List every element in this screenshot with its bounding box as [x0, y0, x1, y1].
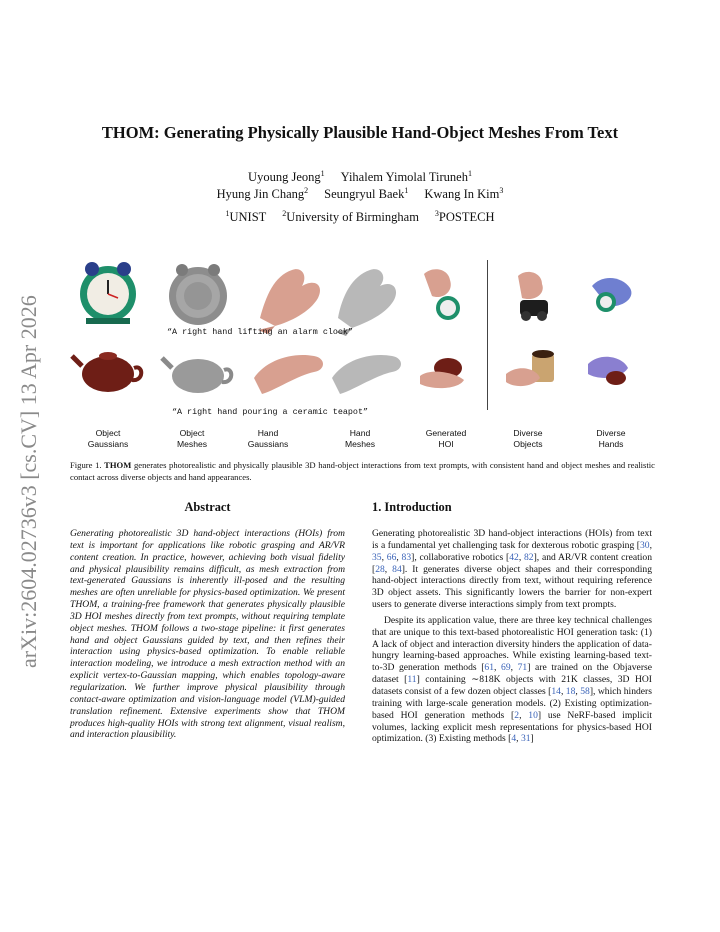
- hand-mesh-image-row2: [332, 355, 401, 394]
- figure-label-generated-hoi: Generated HOI: [425, 428, 467, 449]
- affiliation-number: 1: [225, 208, 230, 218]
- generated-hoi-image-row1: [424, 269, 460, 320]
- paper-title: THOM: Generating Physically Plausible Hand-Object Meshes From Text: [101, 123, 619, 142]
- affiliation-name: UNIST: [229, 210, 267, 224]
- authors-line-1: [0, 170, 720, 185]
- affiliation-name: POSTECH: [438, 210, 495, 224]
- citation-link[interactable]: 84: [392, 563, 402, 575]
- introduction-heading: 1. Introduction: [372, 500, 452, 514]
- affiliation-name: University of Birmingham: [286, 210, 419, 224]
- citation-link[interactable]: 31: [520, 733, 531, 745]
- author-name: Seungryul Baek: [324, 187, 405, 201]
- affiliations: [0, 210, 720, 225]
- introduction-paragraph-2: Despite its application value, there are three key technical challenges that are unique to this text-based photorealistic HOI generation task: (1) A lack of object and interaction diversity hinders the application of data-hungry learning-based approaches. While existing learning-based text-to-3D generation methods [61, 69, 71] are trained on the Objaverse dataset [11] containing ∼818K objects with 21K classes, 3D HOI datasets consist of a few dozen object classes [14, 18, 58], which hinders training with large-scale generation models. (2) Existing optimization-based HOI generation methods [2, 10] use NeRF-based implicit volumes, lacking explicit mesh representations for physics-based HOI optimization. (3) Existing methods [4, 31]: [372, 614, 653, 745]
- arxiv-side-stamp: [6, 258, 46, 678]
- introduction-paragraph-1: Generating photorealistic 3D hand-object interactions (HOIs) from text is a fundamental yet challenging task for dexterous robotic grasping [30, 35, 66, 83], collaborative robotics [42, 82], and AR/VR content creation [28, 84]. It generates diverse object shapes and their corresponding hand-object interactions directly from text, without requiring reference 3D object assets. This significantly lowers the barrier for non-expert users to generate diverse interactions simply from text prompts.: [372, 528, 653, 611]
- teapot-mesh-image: [162, 358, 231, 393]
- citation-link[interactable]: 61: [484, 662, 494, 674]
- diverse-objects-image-row2: [506, 350, 554, 386]
- citation-link[interactable]: 30: [640, 539, 650, 551]
- figure-label-hand-meshes: Hand Meshes: [344, 428, 376, 449]
- arxiv-identifier: arXiv:2604.02736v3 [cs.CV] 13 Apr 2026: [16, 295, 41, 668]
- alarm-clock-gaussians-image: [80, 262, 136, 324]
- citation-link[interactable]: 28: [375, 563, 385, 575]
- author-name: Hyung Jin Chang: [216, 187, 305, 201]
- figure-label-diverse-objects: Diverse Objects: [513, 428, 543, 449]
- author-affiliation-mark: 1: [404, 185, 409, 195]
- diverse-hands-image-row1: [592, 278, 631, 312]
- abstract-body: Generating photorealistic 3D hand-object interactions (HOIs) from text is important for applications like robotic grasping and AR/VR content creation. In practice, however, achieving both visual fidelity and physical plausibility remains difficult, as mesh extraction from text-generated Gaussians is inherently ill-posed and the resulting meshes are often unreliable for physics-based optimization. We present THOM, a training-free framework that generates physically plausible 3D HOI meshes directly from text prompts, without requiring template object meshes. THOM follows a two-stage pipeline: it first generates hand and object Gaussians guided by text, and then refines their interaction using physics-based optimization. To enable reliable interaction modeling, we introduce a mesh extraction method with an explicit vertex-to-Gaussian mapping, which enables topology-aware regularization. We further improve physical plausibility through contact-aware optimization and vision-language model (VLM)-guided translation refinement. Extensive experiments show that THOM produces high-quality HOIs with strong text alignment, visual realism, and interaction plausibility.: [70, 528, 345, 741]
- caption-prefix: Figure 1.: [70, 460, 105, 470]
- figure-prompt-row1: “A right hand lifting an alarm clock”: [167, 327, 353, 337]
- citation-link[interactable]: 35: [372, 551, 382, 563]
- citation-link[interactable]: 58: [580, 685, 590, 697]
- figure-label-object-gaussians: Object Gaussians: [87, 428, 129, 449]
- generated-hoi-image-row2: [420, 358, 464, 388]
- citation-link[interactable]: 10: [528, 709, 538, 721]
- hand-mesh-image-row1: [336, 269, 396, 336]
- introduction-body: [372, 528, 652, 745]
- diverse-hands-image-row2: [588, 357, 628, 385]
- hand-gaussians-image-row2: [254, 355, 323, 394]
- author-affiliation-mark: 1: [467, 168, 472, 178]
- author-affiliation-mark: 1: [320, 168, 325, 178]
- affiliation-number: 3: [434, 208, 439, 218]
- author-name: Kwang In Kim: [424, 187, 500, 201]
- figure-label-hand-gaussians: Hand Gaussians: [247, 428, 289, 449]
- author-affiliation-mark: 2: [304, 185, 309, 195]
- citation-link[interactable]: 14: [551, 685, 561, 697]
- figure-1-caption: [70, 460, 655, 483]
- citation-link[interactable]: 71: [517, 662, 528, 674]
- alarm-clock-mesh-image: [169, 264, 227, 325]
- diverse-objects-image-row1: [518, 272, 548, 321]
- citation-link[interactable]: 69: [501, 662, 511, 674]
- authors-line-2: [0, 187, 720, 202]
- figure-label-object-meshes: Object Meshes: [176, 428, 208, 449]
- citation-link[interactable]: 2: [514, 709, 520, 721]
- abstract-heading: Abstract: [184, 500, 231, 514]
- citation-link[interactable]: 4: [511, 733, 517, 745]
- author-affiliation-mark: 3: [499, 185, 504, 195]
- figure-label-diverse-hands: Diverse Hands: [596, 428, 626, 449]
- affiliation-number: 2: [282, 208, 287, 218]
- citation-link[interactable]: 18: [565, 685, 576, 697]
- caption-text: generates photorealistic and physically plausible 3D hand-object interactions from text prompts, with consistent hand and object meshes and realistic contact across diverse objects and hand appearances.: [70, 460, 655, 482]
- citation-link[interactable]: 42: [509, 551, 519, 563]
- author-name: Yihalem Yimolal Tiruneh: [340, 170, 468, 184]
- citation-link[interactable]: 82: [523, 551, 534, 563]
- figure-prompt-row2: “A right hand pouring a ceramic teapot”: [171, 407, 368, 417]
- citation-link[interactable]: 66: [386, 551, 397, 563]
- citation-link[interactable]: 11: [407, 674, 417, 686]
- hand-gaussians-image-row1: [258, 269, 320, 334]
- teapot-gaussians-image: [72, 352, 141, 392]
- caption-method-name: THOM: [104, 460, 132, 470]
- citation-link[interactable]: 83: [401, 551, 412, 563]
- author-name: Uyoung Jeong: [248, 170, 321, 184]
